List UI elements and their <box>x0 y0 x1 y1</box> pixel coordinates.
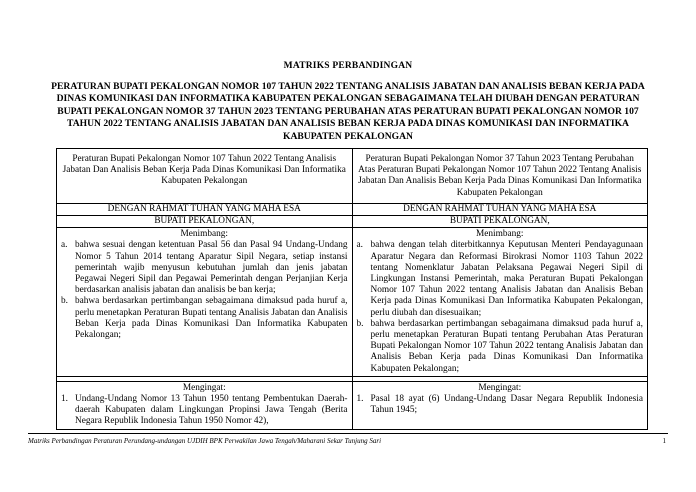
list-item <box>357 394 644 416</box>
right-menimbang-label: Menimbang: <box>475 229 524 240</box>
list-marker: a. <box>61 240 68 251</box>
right-opening: DENGAN RAHMAT TUHAN YANG MAHA ESA <box>352 203 648 215</box>
list-item <box>61 394 348 428</box>
left-mengingat-cell <box>57 381 353 429</box>
list-text: bahwa berdasarkan pertimbangan sebagaimana dimaksud pada huruf a, perlu menetapkan Peraturan Bupati tentang Analisis Jabatan dan Analisis Beban Kerja pada Dinas Komunikasi Dan Informatika Kabupaten Pekalongan; <box>75 296 348 341</box>
left-opening: DENGAN RAHMAT TUHAN YANG MAHA ESA <box>57 203 353 215</box>
list-marker: 1. <box>61 394 68 405</box>
list-marker: 1. <box>356 394 364 405</box>
left-menimbang-list <box>61 240 348 341</box>
list-text: bahwa sesuai dengan ketentuan Pasal 56 dan Pasal 94 Undang-Undang Nomor 5 Tahun 2014 tentang Aparatur Sipil Negara, setiap instansi pemerintah wajib menyusun kebutuhan jumlah dan jenis jabatan Pegawai Negeri Sipil dan Pegawai Pemerintah dengan Perjanjian Kerja berdasarkan analisis jabatan dan analisis be ban kerja; <box>75 240 348 296</box>
left-column-header: Peraturan Bupati Pekalongan Nomor 107 Tahun 2022 Tentang Analisis Jabatan Dan Analisis Beban Kerja Pada Dinas Komunikasi Dan Informatika Kabupaten Pekalongan <box>57 149 353 204</box>
list-item <box>61 240 348 296</box>
right-mengingat-list <box>357 394 644 416</box>
right-menimbang-cell <box>352 228 648 377</box>
right-menimbang-list <box>357 240 644 374</box>
left-menimbang-cell <box>57 228 353 377</box>
list-text: bahwa berdasarkan pertimbangan sebagaimana dimaksud pada huruf a, perlu menetapkan Peraturan Bupati tentang Perubahan Atas Peraturan Bupati Pekalongan Nomor 107 Tahun 2022 tentang Analisis Jabatan dan Analisis Beban Kerja pada Dinas Komunikasi Dan Informatika Kabupaten Pekalongan; <box>370 318 643 374</box>
list-item <box>61 296 348 341</box>
footer-text: Matriks Perbandingan Peraturan Perundang-undangan UJDIH BPK Perwakilan Jawa Tengah/Maharani Sekar Tunjung Sari <box>28 437 382 445</box>
right-column-header: Peraturan Bupati Pekalongan Nomor 37 Tahun 2023 Tentang Perubahan Atas Peraturan Bupati Pekalongan Nomor 107 Tahun 2022 Tentang Analisis Jabatan Dan Analisis Beban Kerja Pada Dinas Komunikasi Dan Informatika Kabupaten Pekalongan <box>352 149 648 204</box>
left-mengingat-label: Mengingat: <box>182 382 226 393</box>
comparison-table <box>56 148 648 430</box>
right-mengingat-label: Mengingat: <box>478 382 522 393</box>
right-authority: BUPATI PEKALONGAN, <box>352 216 648 228</box>
right-mengingat-cell <box>352 381 648 429</box>
footer-divider <box>28 433 668 434</box>
table-header-row <box>57 149 648 204</box>
list-item <box>357 319 644 375</box>
list-marker: b. <box>61 296 68 307</box>
list-text: Pasal 18 ayat (6) Undang-Undang Dasar Negara Republik Indonesia Tahun 1945; <box>370 394 643 416</box>
left-authority: BUPATI PEKALONGAN, <box>57 216 353 228</box>
left-menimbang-label: Menimbang: <box>180 229 228 240</box>
list-text: Undang-Undang Nomor 13 Tahun 1950 tentang Pembentukan Daerah-daerah Kabupaten dalam Lingkungan Propinsi Jawa Tengah (Berita Negara Republik Indonesia Tahun 1950 Nomor 42), <box>75 394 348 427</box>
document-title: MATRIKS PERBANDINGAN <box>283 61 413 71</box>
opening-row <box>57 203 648 215</box>
list-marker: b. <box>356 318 364 329</box>
list-item <box>357 240 644 318</box>
page-number: 1 <box>662 437 666 445</box>
list-text: bahwa dengan telah diterbitkannya Keputusan Menteri Pendayagunaan Aparatur Negara dan Reformasi Birokrasi Nomor 1103 Tahun 2022 tentang Nomenklatur Jabatan Pelaksana Pegawai Negeri Sipil di Lingkungan Instansi Pemerintah, maka Peraturan Bupati Pekalongan Nomor 107 Tahun 2022 tentang Analisis Jabatan dan Analisis Beban Kerja pada Dinas Komunikasi Dan Informatika Kabupaten Pekalongan, perlu diubah dan disesuaikan; <box>370 240 643 318</box>
mengingat-row <box>57 381 648 429</box>
left-mengingat-list <box>61 394 348 428</box>
document-subtitle: PERATURAN BUPATI PEKALONGAN NOMOR 107 TAHUN 2022 TENTANG ANALISIS JABATAN DAN ANALISIS BEBAN KERJA PADA DINAS KOMUNIKASI DAN INFORMATIKA KABUPATEN PEKALONGAN SEBAGAIMANA TELAH DIUBAH DENGAN PERATURAN BUPATI PEKALONGAN NOMOR 37 TAHUN 2023 TENTANG PERUBAHAN ATAS PERATURAN BUPATI PEKALONGAN NOMOR 107 TAHUN 2022 TENTANG ANALISIS JABATAN DAN ANALISIS BEBAN KERJA PADA DINAS KOMUNIKASI DAN INFORMATIKA KABUPATEN PEKALONGAN <box>51 81 645 142</box>
list-marker: a. <box>356 240 363 251</box>
authority-row <box>57 216 648 228</box>
menimbang-row <box>57 228 648 377</box>
